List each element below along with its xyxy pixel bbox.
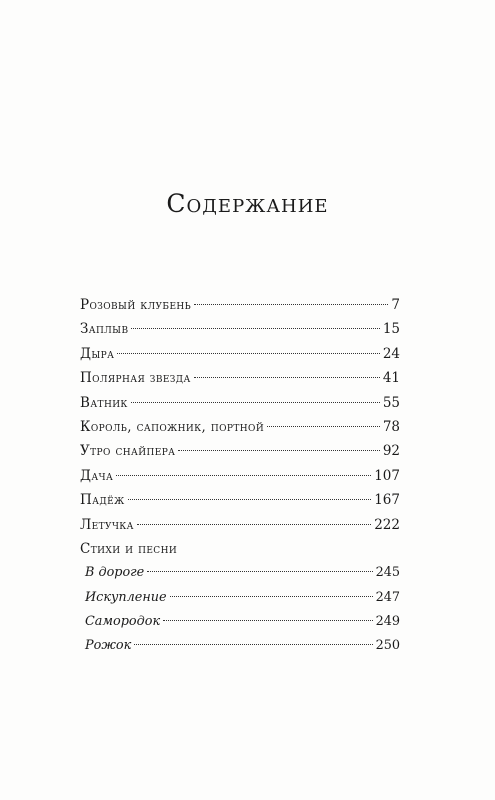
toc-entry-page: 92 — [382, 443, 400, 460]
toc-subentry-page: 250 — [375, 638, 400, 654]
toc-entry-page: 7 — [391, 297, 400, 313]
dot-leader — [178, 450, 379, 451]
dot-leader — [163, 620, 372, 621]
toc-subentry-page: 249 — [375, 614, 400, 630]
toc-entry — [80, 415, 400, 439]
toc-subentry — [80, 561, 400, 585]
toc-entry-page: 15 — [382, 321, 400, 338]
dot-leader — [131, 402, 380, 403]
dot-leader — [128, 499, 372, 500]
toc-entry-title: Полярная звезда — [80, 370, 191, 387]
toc-entry-title: Ватник — [80, 394, 128, 411]
toc-entry — [80, 464, 400, 488]
toc-entry-page: 107 — [374, 467, 400, 484]
toc-entry-page: 222 — [374, 516, 400, 533]
toc-entry — [80, 317, 400, 341]
dot-leader — [116, 475, 371, 476]
dot-leader — [131, 328, 379, 329]
page-title: Содержание — [166, 188, 329, 218]
toc-subentry-page: 247 — [375, 589, 400, 605]
toc-entry — [80, 513, 400, 537]
table-of-contents — [80, 293, 400, 659]
toc-entry-title: Дача — [80, 467, 114, 484]
dot-leader — [137, 524, 371, 525]
toc-entry-title: Дыра — [80, 345, 115, 362]
toc-subentry-title: Самородок — [85, 614, 161, 630]
toc-entry-title: Розовый клубень — [80, 297, 192, 313]
toc-section-heading: Стихи и песни — [80, 540, 178, 557]
toc-entry — [80, 391, 400, 415]
toc-entry-title: Король, сапожник, портной — [80, 418, 265, 435]
toc-subentry — [80, 610, 400, 634]
toc-entry — [80, 439, 400, 463]
dot-leader — [194, 304, 388, 305]
toc-entry — [80, 488, 400, 512]
toc-subentry-page: 245 — [375, 565, 400, 581]
toc-entry — [80, 366, 400, 390]
toc-subentry-title: Искупление — [85, 589, 167, 605]
dot-leader — [117, 353, 380, 354]
toc-subentry-title: Рожок — [85, 638, 132, 654]
toc-entry — [80, 293, 400, 317]
dot-leader — [147, 571, 372, 572]
toc-entry-title: Падёж — [80, 492, 125, 509]
toc-subentry — [80, 586, 400, 610]
toc-entry-title: Заплыв — [80, 321, 129, 338]
toc-entry-title: Летучка — [80, 516, 134, 533]
toc-entry-page: 55 — [382, 394, 400, 411]
dot-leader — [170, 596, 373, 597]
toc-entry-title: Утро снайпера — [80, 443, 176, 460]
toc-subentry-title: В дороге — [85, 565, 145, 581]
toc-subentry — [80, 634, 400, 658]
dot-leader — [134, 644, 372, 645]
dot-leader — [194, 377, 380, 378]
toc-entry-page: 78 — [382, 418, 400, 435]
toc-entry-page: 24 — [382, 345, 400, 362]
toc-entry — [80, 342, 400, 366]
dot-leader — [267, 426, 380, 427]
toc-entry-page: 167 — [374, 492, 400, 509]
toc-entry-page: 41 — [382, 370, 400, 387]
